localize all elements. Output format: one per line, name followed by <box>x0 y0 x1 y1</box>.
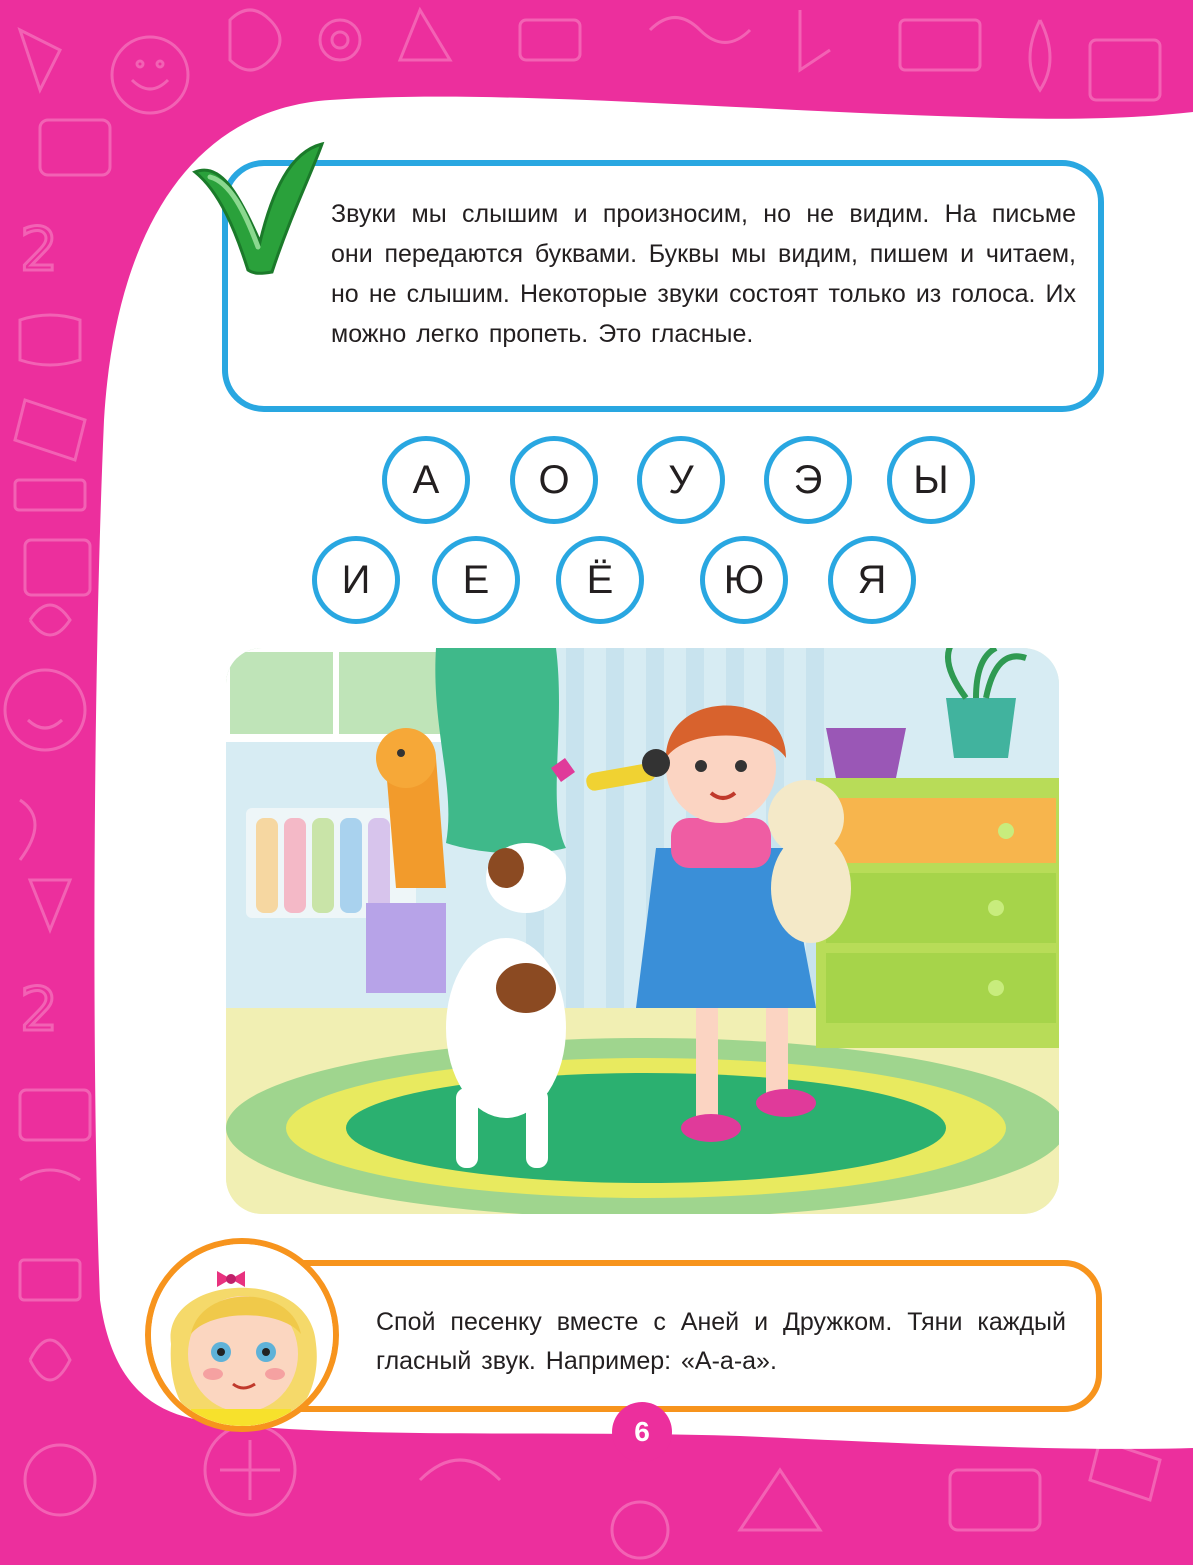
anya-portrait-icon <box>151 1244 333 1426</box>
vowel-ya: Я <box>828 536 916 624</box>
task-box <box>250 1260 1102 1412</box>
avatar-anya <box>145 1238 339 1432</box>
svg-text:2: 2 <box>20 975 59 1045</box>
check-mark-icon <box>190 132 330 277</box>
vowel-y: Ы <box>887 436 975 524</box>
vowel-u: У <box>637 436 725 524</box>
rule-box <box>222 160 1104 412</box>
vowel-o: О <box>510 436 598 524</box>
vowel-ye: Е <box>432 536 520 624</box>
task-text: Спой песенку вместе с Аней и Дружком. Тяни каждый гласный звук. Например: «А-а-а». <box>376 1308 1066 1375</box>
vowel-yu: Ю <box>700 536 788 624</box>
svg-text:2: 2 <box>20 215 59 285</box>
illustration-girl-singing-with-dog <box>226 648 1059 1214</box>
page-number: 6 <box>612 1402 672 1462</box>
vowel-a: А <box>382 436 470 524</box>
vowel-yo: Ё <box>556 536 644 624</box>
vowel-e-reverse: Э <box>764 436 852 524</box>
rule-text: Звуки мы слышим и произносим, но не видим. На письме они передаются буквами. Буквы мы видим, пишем и читаем, но не слышим. Некоторые звуки состоят только из голоса. Их можно легко пропеть. Это гласные. <box>331 200 1076 348</box>
vowel-i: И <box>312 536 400 624</box>
